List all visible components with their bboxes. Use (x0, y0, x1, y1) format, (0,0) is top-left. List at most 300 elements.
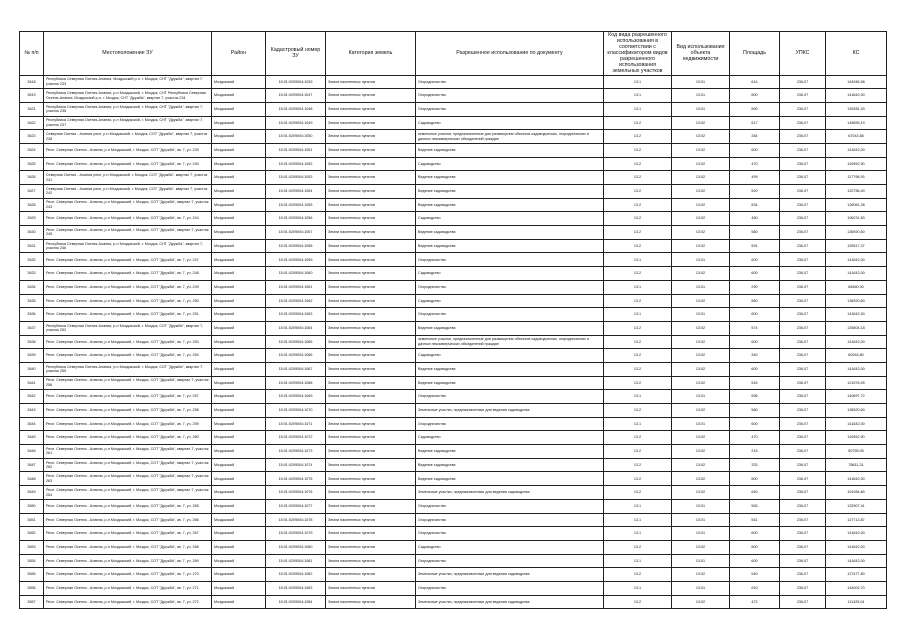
cell-permitted-use: Ведение садоводства (416, 226, 604, 240)
cell-upks: 236,07 (780, 417, 826, 431)
cell-ks: 141642,00 (826, 417, 887, 431)
cell-cadastral-number: 15:01:0209004:1039 (266, 75, 326, 89)
cell-cadastral-number: 15:01:0209004:1060 (266, 267, 326, 281)
cell-use-code: 13.2 (604, 171, 672, 185)
table-row (20, 486, 887, 500)
cell-upks: 236,07 (780, 294, 826, 308)
cell-location: Респ. Северная Осетия - Алания, р-н Моздокский, г. Моздок, СОТ "Дружба", кв. 7, уч. 258 (44, 404, 212, 418)
cell-use-code: 13.2 (604, 362, 672, 376)
cell-location: Респ. Северная Осетия - Алания, р-н Моздокский, г. Моздок, СОТ "Дружба", кв. 7, уч. 265 (44, 499, 212, 513)
cell-district: Моздокский (212, 458, 266, 472)
cell-area: 563 (730, 499, 780, 513)
cell-land-category: Земли населенных пунктов (326, 253, 416, 267)
cell-cadastral-number: 15:01:0209004:1077 (266, 499, 326, 513)
cell-area: 580 (730, 294, 780, 308)
cell-land-category: Земли населенных пунктов (326, 472, 416, 486)
cell-upks: 236,07 (780, 554, 826, 568)
cell-num: 3642 (20, 390, 44, 404)
cell-area: 600 (730, 267, 780, 281)
cell-use-code: 13.2 (604, 335, 672, 349)
cell-num: 3650 (20, 499, 44, 513)
cell-land-category: Земли населенных пунктов (326, 294, 416, 308)
cell-upks: 236,07 (780, 390, 826, 404)
cell-cadastral-number: 15:01:0209004:1081 (266, 554, 326, 568)
cell-use-code: 13.1 (604, 75, 672, 89)
cell-location: Респ. Северная Осетия - Алания, р-н Моздокский, г. Моздок, СОТ "Дружба", квартал 7, участок 263 (44, 472, 212, 486)
cell-area: 600 (730, 308, 780, 322)
cell-location: Респ. Северная Осетия - Алания, р-н Моздокский, г. Моздок, СОТ "Дружба", кв. 7, уч. 249 (44, 280, 212, 294)
table-row (20, 102, 887, 116)
header-district: Район (212, 32, 266, 76)
cell-district: Моздокский (212, 376, 266, 390)
cell-num: 3637 (20, 321, 44, 335)
cell-num: 3641 (20, 376, 44, 390)
cell-district: Моздокский (212, 404, 266, 418)
cell-use-group: 13:02 (672, 472, 730, 486)
cell-cadastral-number: 15:01:0209004:1069 (266, 390, 326, 404)
cell-cadastral-number: 15:01:0209004:1047 (266, 89, 326, 103)
cell-num: 3618 (20, 75, 44, 89)
cell-land-category: Земли населенных пунктов (326, 458, 416, 472)
cell-use-group: 13:02 (672, 445, 730, 459)
cell-use-group: 13:02 (672, 568, 730, 582)
cell-num: 3647 (20, 458, 44, 472)
cell-cadastral-number: 15:01:0209004:1053 (266, 171, 326, 185)
cell-use-group: 13:01 (672, 554, 730, 568)
cell-permitted-use: Ведение садоводства (416, 198, 604, 212)
cell-use-code: 13.2 (604, 540, 672, 554)
cell-district: Моздокский (212, 267, 266, 281)
cell-use-code: 13.2 (604, 431, 672, 445)
cell-land-category: Земли населенных пунктов (326, 499, 416, 513)
cell-use-group: 13:02 (672, 198, 730, 212)
cell-area: 580 (730, 226, 780, 240)
header-num: № п/п (20, 32, 44, 76)
table-row (20, 239, 887, 253)
cell-land-category: Земли населенных пунктов (326, 130, 416, 144)
cell-use-group: 13:01 (672, 102, 730, 116)
cell-upks: 236,07 (780, 321, 826, 335)
cell-land-category: Земли населенных пунктов (326, 75, 416, 89)
table-row (20, 513, 887, 527)
cell-upks: 236,07 (780, 376, 826, 390)
header-area: Площадь (730, 32, 780, 76)
cell-use-group: 13:02 (672, 130, 730, 144)
cell-permitted-use: Огородничество (416, 499, 604, 513)
cell-cadastral-number: 15:01:0209004:1056 (266, 212, 326, 226)
cell-location: Республика Северная Осетия-Алания, р-н Моздокский, г. Моздок, СНТ "Дружба", квартал 7, участок 236 (44, 102, 212, 116)
cell-use-group: 13:02 (672, 171, 730, 185)
cell-location: Респ. Северная Осетия - Алания, р-н Моздокский, г. Моздок, СОТ "Дружба", кв. 7, уч. 271 (44, 581, 212, 595)
cell-upks: 236,07 (780, 239, 826, 253)
cell-location: Респ. Северная Осетия - Алания, р-н Моздокский, г. Моздок, СОТ "Дружба", кв. 7, уч. 250 (44, 294, 212, 308)
cell-ks: 139517,37 (826, 239, 887, 253)
cell-ks: 141642,00 (826, 89, 887, 103)
cell-ks: 106231,50 (826, 212, 887, 226)
cell-permitted-use: Садоводство (416, 212, 604, 226)
cell-use-code: 13.2 (604, 143, 672, 157)
cell-use-group: 13:02 (672, 321, 730, 335)
cell-use-code: 13.1 (604, 308, 672, 322)
cell-district: Моздокский (212, 75, 266, 89)
cell-ks: 80263,80 (826, 349, 887, 363)
cell-location: Респ. Северная Осетия - Алания, р-н Моздокский, г. Моздок, СОТ "Дружба", кв. 7, уч. 248 (44, 267, 212, 281)
cell-district: Моздокский (212, 157, 266, 171)
cell-use-group: 13:01 (672, 527, 730, 541)
cell-ks: 122756,40 (826, 185, 887, 199)
cell-use-group: 13:02 (672, 431, 730, 445)
cell-area: 600 (730, 362, 780, 376)
cell-ks: 141642,00 (826, 308, 887, 322)
cell-area: 470 (730, 157, 780, 171)
cell-area: 340 (730, 349, 780, 363)
cell-num: 3656 (20, 581, 44, 595)
cell-permitted-use: Ведение садоводства (416, 239, 604, 253)
cell-district: Моздокский (212, 568, 266, 582)
cell-area: 290 (730, 280, 780, 294)
cell-ks: 121576,05 (826, 376, 887, 390)
cell-area: 600 (730, 527, 780, 541)
cell-cadastral-number: 15:01:0209004:1057 (266, 226, 326, 240)
cell-use-group: 13:02 (672, 404, 730, 418)
cell-upks: 236,07 (780, 157, 826, 171)
cell-area: 215 (730, 445, 780, 459)
cell-use-group: 13:02 (672, 335, 730, 349)
cell-area: 590 (730, 102, 780, 116)
cell-district: Моздокский (212, 171, 266, 185)
cell-permitted-use: Ведение садоводства (416, 445, 604, 459)
cell-upks: 236,07 (780, 472, 826, 486)
cell-use-code: 13.2 (604, 321, 672, 335)
cell-num: 3633 (20, 267, 44, 281)
cell-use-code: 13.2 (604, 486, 672, 500)
cell-use-group: 13:01 (672, 253, 730, 267)
cell-num: 3648 (20, 472, 44, 486)
cell-upks: 236,07 (780, 335, 826, 349)
header-upks: УПКС (780, 32, 826, 76)
cell-area: 600 (730, 335, 780, 349)
cell-use-code: 13.2 (604, 458, 672, 472)
cell-use-code: 13.1 (604, 253, 672, 267)
cell-location: Респ. Северная Осетия - Алания, р-н Моздокский, г. Моздок, СОТ "Дружба", кв. 7, уч. 257 (44, 390, 212, 404)
cell-location: Республика Северная Осетия-Алания, р-н Моздокский, г. Моздок, СНТ "Дружба", квартал 7, участок 237 (44, 116, 212, 130)
cell-location: Респ. Северная Осетия - Алания, р-н Моздокский, г. Моздок, СОТ "Дружба", кв. 7, уч. 259 (44, 417, 212, 431)
cell-use-code: 13.2 (604, 267, 672, 281)
cell-land-category: Земли населенных пунктов (326, 540, 416, 554)
cell-land-category: Земли населенных пунктов (326, 362, 416, 376)
cell-use-group: 13:02 (672, 458, 730, 472)
cell-permitted-use: Огородничество (416, 390, 604, 404)
cell-location: Респ. Северная Осетия - Алания, р-н Моздокский, г. Моздок, СОТ "Дружба", кв. 7, уч. 251 (44, 308, 212, 322)
cell-num: 3643 (20, 404, 44, 418)
cell-location: Республика Северная Осетия-Алания, Моздокский р-н, г. Моздок, СНТ "Дружба", квартал 7, участок 233 (44, 75, 212, 89)
cell-district: Моздокский (212, 486, 266, 500)
cell-land-category: Земли населенных пунктов (326, 116, 416, 130)
cell-cadastral-number: 15:01:0209004:1067 (266, 362, 326, 376)
table-row (20, 280, 887, 294)
cell-cadastral-number: 15:01:0209004:1055 (266, 198, 326, 212)
cell-ks: 132907,41 (826, 499, 887, 513)
cell-use-group: 13:01 (672, 75, 730, 89)
cell-permitted-use: Садоводство (416, 294, 604, 308)
cell-land-category: Земли населенных пунктов (326, 226, 416, 240)
cell-location: Респ. Северная Осетия - Алания, р-н Моздокский, г. Моздок, СОТ "Дружба", кв. 7, уч. 244 (44, 212, 212, 226)
cell-cadastral-number: 15:01:0209004:1082 (266, 568, 326, 582)
cell-area: 600 (730, 89, 780, 103)
cell-cadastral-number: 15:01:0209004:1072 (266, 431, 326, 445)
cell-upks: 236,07 (780, 527, 826, 541)
cell-area: 520 (730, 185, 780, 199)
cell-land-category: Земли населенных пунктов (326, 185, 416, 199)
cell-ks: 110952,90 (826, 157, 887, 171)
cell-cadastral-number: 15:01:0209004:1058 (266, 239, 326, 253)
header-ks: КС (826, 32, 887, 76)
cell-land-category: Земли населенных пунктов (326, 527, 416, 541)
cell-permitted-use: Огородничество (416, 554, 604, 568)
cell-upks: 236,07 (780, 499, 826, 513)
cell-district: Моздокский (212, 445, 266, 459)
cell-use-group: 13:01 (672, 280, 730, 294)
cell-permitted-use: Ведение садоводства (416, 321, 604, 335)
cell-use-code: 13.2 (604, 404, 672, 418)
cell-land-category: Земли населенных пунктов (326, 212, 416, 226)
cell-land-category: Земли населенных пунктов (326, 431, 416, 445)
table-row (20, 472, 887, 486)
cell-num: 3625 (20, 157, 44, 171)
table-row (20, 499, 887, 513)
cell-district: Моздокский (212, 280, 266, 294)
cell-area: 515 (730, 376, 780, 390)
cell-area: 333 (730, 458, 780, 472)
cell-use-code: 13.2 (604, 116, 672, 130)
cell-num: 3649 (20, 486, 44, 500)
cell-use-code: 13.2 (604, 595, 672, 609)
cell-num: 3629 (20, 212, 44, 226)
cell-upks: 236,07 (780, 89, 826, 103)
cell-upks: 236,07 (780, 198, 826, 212)
cell-permitted-use: Земельные участки, предназначенные для ведения садоводства (416, 595, 604, 609)
cell-num: 3645 (20, 431, 44, 445)
cell-cadastral-number: 15:01:0209004:1063 (266, 308, 326, 322)
cell-upks: 236,07 (780, 130, 826, 144)
cell-num: 3657 (20, 595, 44, 609)
table-header-row (20, 32, 887, 76)
cell-area: 284 (730, 130, 780, 144)
cell-district: Моздокский (212, 390, 266, 404)
cell-cadastral-number: 15:01:0209004:1062 (266, 294, 326, 308)
cell-location: Респ. Северная Осетия - Алания, р-н Моздокский, г. Моздок, СОТ "Дружба", квартал 7, участок 243 (44, 198, 212, 212)
cell-location: Респ. Северная Осетия - Алания, р-н Моздокский, г. Моздок, СОТ "Дружба", кв. 7, уч. 240 (44, 157, 212, 171)
cell-permitted-use: Ведение садоводства (416, 362, 604, 376)
cell-cadastral-number: 15:01:0209004:1050 (266, 130, 326, 144)
table-row (20, 89, 887, 103)
cell-area: 574 (730, 321, 780, 335)
cell-upks: 236,07 (780, 116, 826, 130)
cell-cadastral-number: 15:01:0209004:1068 (266, 376, 326, 390)
cell-location: Северная Осетия - Алания респ, р-н Моздокский, г. Моздок, СОТ "Дружба", квартал 7, участок 242 (44, 185, 212, 199)
cell-ks: 141642,00 (826, 335, 887, 349)
cell-land-category: Земли населенных пунктов (326, 486, 416, 500)
cell-use-group: 13:02 (672, 143, 730, 157)
cell-permitted-use: Ведение садоводства (416, 376, 604, 390)
cell-num: 3624 (20, 143, 44, 157)
cell-district: Моздокский (212, 499, 266, 513)
cell-permitted-use: земельные участки, предназначенные для размещения объектов садоводческих, огороднических и дачных некоммерческих объединений граждан (416, 335, 604, 349)
cell-land-category: Земли населенных пунктов (326, 376, 416, 390)
table-row (20, 568, 887, 582)
cell-ks: 111425,04 (826, 595, 887, 609)
cell-area: 580 (730, 404, 780, 418)
cell-use-group: 13:02 (672, 267, 730, 281)
cell-num: 3634 (20, 280, 44, 294)
cell-location: Республика Северная Осетия-Алания, р-н Моздокский, г. Моздок, СОТ "Дружба", квартал 7, участок 252 (44, 321, 212, 335)
cell-location: Респ. Северная Осетия - Алания, р-н Моздокский, г. Моздок, СОТ "Дружба", кв. 7, уч. 247 (44, 253, 212, 267)
cell-district: Моздокский (212, 239, 266, 253)
cell-ks: 127477,80 (826, 568, 887, 582)
cell-area: 591 (730, 239, 780, 253)
table-row (20, 458, 887, 472)
cell-use-group: 13:02 (672, 116, 730, 130)
cell-district: Моздокский (212, 527, 266, 541)
cell-area: 472 (730, 595, 780, 609)
table-row (20, 212, 887, 226)
cell-upks: 236,07 (780, 143, 826, 157)
cell-use-group: 13:02 (672, 362, 730, 376)
table-body (20, 75, 887, 609)
cell-area: 610 (730, 581, 780, 595)
cell-ks: 139281,30 (826, 102, 887, 116)
table-row (20, 75, 887, 89)
header-location: Местоположение ЗУ (44, 32, 212, 76)
cell-land-category: Земли населенных пунктов (326, 89, 416, 103)
cell-land-category: Земли населенных пунктов (326, 239, 416, 253)
cell-cadastral-number: 15:01:0209004:1070 (266, 404, 326, 418)
cell-upks: 236,07 (780, 253, 826, 267)
cell-district: Моздокский (212, 102, 266, 116)
cell-permitted-use: Ведение садоводства (416, 185, 604, 199)
cell-permitted-use: Садоводство (416, 540, 604, 554)
cell-district: Моздокский (212, 362, 266, 376)
cell-num: 3644 (20, 417, 44, 431)
cell-cadastral-number: 15:01:0209004:1061 (266, 280, 326, 294)
cell-land-category: Земли населенных пунктов (326, 157, 416, 171)
cell-permitted-use: Ведение садоводства (416, 171, 604, 185)
cell-area: 600 (730, 253, 780, 267)
cell-area: 600 (730, 143, 780, 157)
cell-ks: 141642,00 (826, 143, 887, 157)
cell-district: Моздокский (212, 308, 266, 322)
cell-cadastral-number: 15:01:0209004:1076 (266, 486, 326, 500)
cell-permitted-use: Огородничество (416, 527, 604, 541)
cell-num: 3638 (20, 335, 44, 349)
cell-use-code: 13.1 (604, 581, 672, 595)
cell-use-code: 13.2 (604, 130, 672, 144)
cell-cadastral-number: 15:01:0209004:1080 (266, 540, 326, 554)
cell-upks: 236,07 (780, 349, 826, 363)
table-row (20, 404, 887, 418)
cell-location: Респ. Северная Осетия - Алания, р-н Моздокский, г. Моздок, СОТ "Дружба", кв. 7, уч. 270 (44, 568, 212, 582)
cell-district: Моздокский (212, 554, 266, 568)
cell-location: Респ. Северная Осетия - Алания, р-н Моздокский, г. Моздок, СОТ "Дружба", кв. 7, уч. 272 (44, 595, 212, 609)
cell-ks: 144002,70 (826, 581, 887, 595)
cell-district: Моздокский (212, 581, 266, 595)
cell-ks: 141642,00 (826, 267, 887, 281)
cell-ks: 141642,00 (826, 472, 887, 486)
cell-area: 541 (730, 513, 780, 527)
header-permitted-use: Разрешенное использование по документу (416, 32, 604, 76)
cell-permitted-use: Огородничество (416, 102, 604, 116)
header-use-group: Вид использования объекта недвижимости (672, 32, 730, 76)
cell-land-category: Земли населенных пунктов (326, 595, 416, 609)
cell-ks: 136920,60 (826, 294, 887, 308)
cell-cadastral-number: 15:01:0209004:1066 (266, 349, 326, 363)
cell-land-category: Земли населенных пунктов (326, 513, 416, 527)
cell-land-category: Земли населенных пунктов (326, 143, 416, 157)
cell-num: 3627 (20, 185, 44, 199)
cell-upks: 236,07 (780, 212, 826, 226)
cell-permitted-use: Ведение садоводства (416, 458, 604, 472)
cell-use-code: 13.2 (604, 568, 672, 582)
cell-ks: 50755,05 (826, 445, 887, 459)
cell-use-code: 13.1 (604, 390, 672, 404)
cell-location: Респ. Северная Осетия - Алания, р-н Моздокский, г. Моздок, СОТ "Дружба", кв. 7, уч. 253 (44, 335, 212, 349)
cell-land-category: Земли населенных пунктов (326, 445, 416, 459)
cell-location: Респ. Северная Осетия - Алания, р-н Моздокский, г. Моздок, СОТ "Дружба", кв. 7, уч. 239 (44, 143, 212, 157)
cell-use-group: 13:02 (672, 294, 730, 308)
cell-location: Респ. Северная Осетия - Алания, р-н Моздокский, г. Моздок, СОТ "Дружба", кв. 7, уч. 269 (44, 554, 212, 568)
cell-district: Моздокский (212, 417, 266, 431)
cell-cadastral-number: 15:01:0209004:1052 (266, 157, 326, 171)
table-row (20, 143, 887, 157)
table-row (20, 349, 887, 363)
cell-ks: 145655,19 (826, 116, 887, 130)
cell-upks: 236,07 (780, 540, 826, 554)
cell-location: Респ. Северная Осетия - Алания, р-н Моздокский, г. Моздок, СОТ "Дружба", кв. 7, уч. 268 (44, 540, 212, 554)
table-row (20, 431, 887, 445)
cell-cadastral-number: 15:01:0209004:1065 (266, 335, 326, 349)
cell-area: 499 (730, 171, 780, 185)
cell-area: 600 (730, 540, 780, 554)
cell-upks: 236,07 (780, 75, 826, 89)
cell-num: 3654 (20, 554, 44, 568)
cell-use-group: 13:02 (672, 157, 730, 171)
header-cadastral-number: Кадастровый номер ЗУ (266, 32, 326, 76)
cell-permitted-use: Земельные участки, предназначенные для ведения садоводства (416, 404, 604, 418)
cell-district: Моздокский (212, 226, 266, 240)
cell-area: 640 (730, 486, 780, 500)
cell-location: Респ. Северная Осетия - Алания, р-н Моздокский, г. Моздок, СОТ "Дружба", квартал 7, участок 245 (44, 226, 212, 240)
cell-location: Респ. Северная Осетия - Алания, р-н Моздокский, г. Моздок, СОТ "Дружба", квартал 7, участок 261 (44, 445, 212, 459)
cell-land-category: Земли населенных пунктов (326, 417, 416, 431)
cell-num: 3635 (20, 294, 44, 308)
cell-num: 3655 (20, 568, 44, 582)
cell-num: 3646 (20, 445, 44, 459)
cell-num: 3630 (20, 226, 44, 240)
table-row (20, 362, 887, 376)
cell-location: Респ. Северная Осетия - Алания, р-н Моздокский, г. Моздок, СОТ "Дружба", кв. 7, уч. 267 (44, 527, 212, 541)
cell-permitted-use: Огородничество (416, 417, 604, 431)
cell-num: 3626 (20, 171, 44, 185)
table-row (20, 376, 887, 390)
cell-cadastral-number: 15:01:0209004:1083 (266, 581, 326, 595)
cell-num: 3652 (20, 527, 44, 541)
cell-ks: 68460,30 (826, 280, 887, 294)
table-row (20, 157, 887, 171)
cell-use-group: 13:01 (672, 390, 730, 404)
table-row (20, 527, 887, 541)
land-plots-table (19, 31, 887, 609)
cell-ks: 126061,38 (826, 198, 887, 212)
